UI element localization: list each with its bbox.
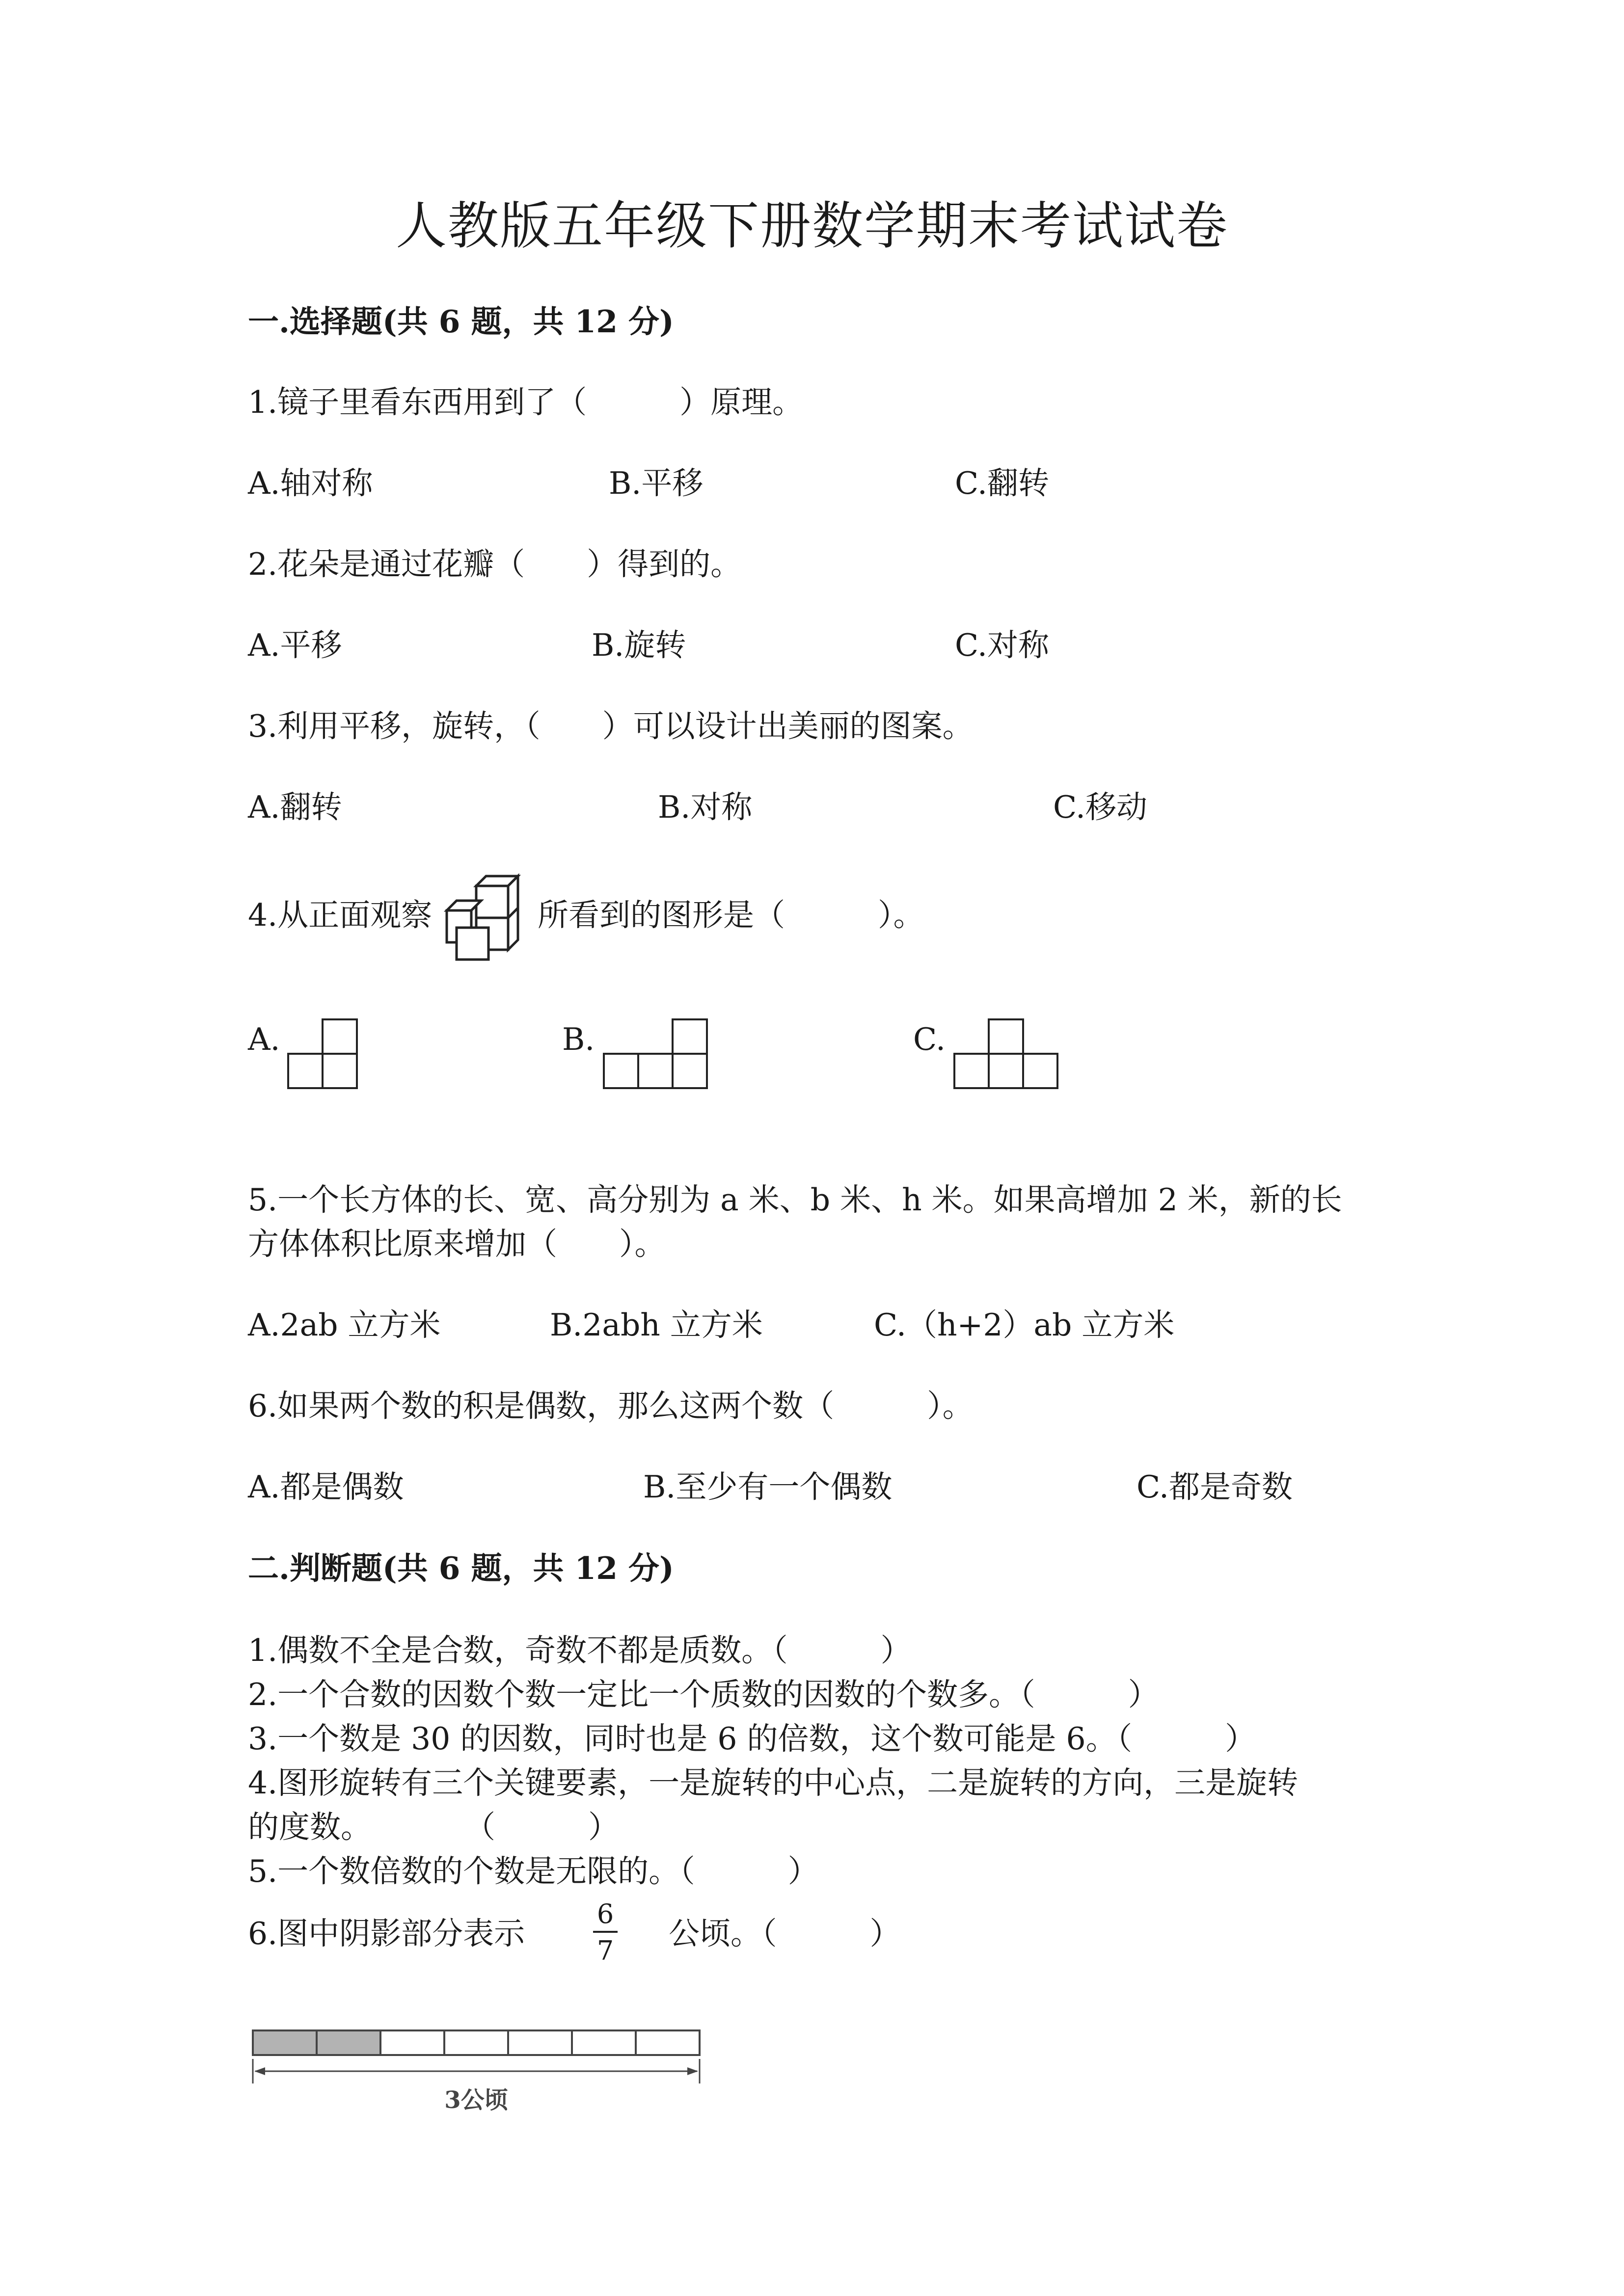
bar-cell <box>444 2030 508 2055</box>
cube-stack-figure <box>442 869 540 977</box>
question-4-stem-after: 所看到的图形是（ ）。 <box>538 897 924 933</box>
question-5-stem-line1: 5.一个长方体的长、宽、高分别为 a 米、b 米、h 米。如果高增加 2 米，新的长 <box>248 1182 1342 1218</box>
tf-item-1: 1.偶数不全是合数，奇数不都是质数。（ ） <box>248 1632 912 1668</box>
question-1-option-c: C.翻转 <box>955 465 1049 501</box>
page-title: 人教版五年级下册数学期末考试试卷 <box>395 196 1228 256</box>
question-4-option-c: C. <box>913 1021 946 1057</box>
question-2-stem: 2.花朵是通过花瓣（ ）得到的。 <box>248 546 742 582</box>
question-6-option-b: B.至少有一个偶数 <box>643 1469 893 1505</box>
tf-item-4-line2: 的度数。 （ ） <box>248 1809 619 1845</box>
tf-item-4-line1: 4.图形旋转有三个关键要素，一是旋转的中心点，二是旋转的方向，三是旋转 <box>248 1765 1299 1801</box>
question-4-option-a: A. <box>248 1021 280 1057</box>
question-6-option-c: C.都是奇数 <box>1137 1469 1293 1505</box>
bar-label: 3公顷 <box>444 2086 508 2114</box>
tf-item-6-after: 公顷。（ ） <box>669 1916 901 1951</box>
question-3-option-a: A.翻转 <box>248 789 342 825</box>
fraction-numerator: 6 <box>596 1898 614 1929</box>
bar-cell <box>636 2030 700 2055</box>
question-5-option-c: C.（h+2）ab 立方米 <box>874 1307 1175 1343</box>
bar-cell-shaded <box>253 2030 317 2055</box>
question-1-option-a: A.轴对称 <box>248 465 373 501</box>
question-5-option-a: A.2ab 立方米 <box>248 1307 441 1343</box>
bar-cell-shaded <box>317 2030 380 2055</box>
tf-item-6-before: 6.图中阴影部分表示 <box>248 1916 525 1951</box>
question-6-option-a: A.都是偶数 <box>248 1469 404 1505</box>
section-heading-true-false: 二.判断题(共 6 题，共 12 分) <box>248 1550 674 1586</box>
tf-item-5: 5.一个数倍数的个数是无限的。（ ） <box>248 1853 819 1889</box>
question-2-option-b: B.旋转 <box>592 627 686 663</box>
question-4-stem-before: 4.从正面观察 <box>248 897 433 933</box>
question-6-stem: 6.如果两个数的积是偶数，那么这两个数（ ）。 <box>248 1388 974 1424</box>
fraction-denominator: 7 <box>596 1935 614 1966</box>
question-2-option-c: C.对称 <box>955 627 1049 663</box>
hectare-bar-figure <box>250 2029 702 2118</box>
bar-cell <box>508 2030 572 2055</box>
tf-item-2: 2.一个合数的因数个数一定比一个质数的因数的个数多。（ ） <box>248 1677 1159 1712</box>
question-5-stem-line2: 方体体积比原来增加（ ）。 <box>248 1226 666 1262</box>
question-2-option-a: A.平移 <box>248 627 342 663</box>
fraction-bar <box>593 1931 618 1933</box>
bar-cell <box>572 2030 636 2055</box>
option-a-shape <box>287 1018 361 1092</box>
section-heading-choice: 一.选择题(共 6 题，共 12 分) <box>248 303 674 340</box>
question-1-stem: 1.镜子里看东西用到了（ ）原理。 <box>248 384 804 420</box>
question-3-option-b: B.对称 <box>658 789 753 825</box>
question-5-option-b: B.2abh 立方米 <box>550 1307 763 1343</box>
question-3-option-c: C.移动 <box>1053 789 1147 825</box>
option-b-shape <box>603 1018 711 1092</box>
question-3-stem: 3.利用平移，旋转，（ ）可以设计出美丽的图案。 <box>248 708 974 744</box>
option-c-shape <box>953 1018 1061 1092</box>
tf-item-3: 3.一个数是 30 的因数，同时也是 6 的倍数，这个数可能是 6。（ ） <box>248 1721 1256 1757</box>
question-1-option-b: B.平移 <box>609 465 704 501</box>
question-4-option-b: B. <box>562 1021 595 1057</box>
bar-cell <box>380 2030 444 2055</box>
